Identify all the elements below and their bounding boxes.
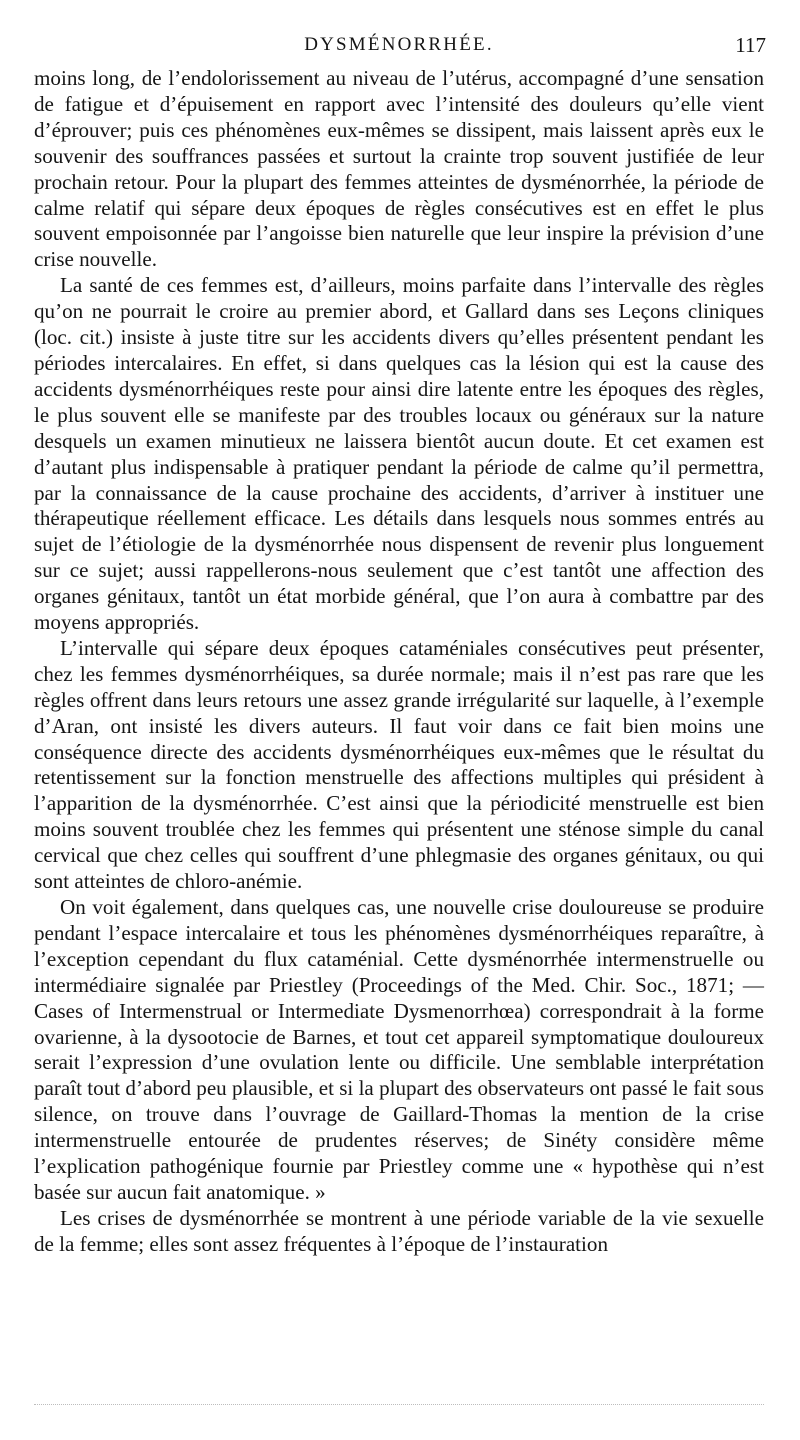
paragraph: On voit également, dans quelques cas, une nouvelle crise douloureuse se produire pendant l’espace intercalaire et tous les phénomènes dysménorrhéiques reparaître, à l’exception cependant du flux cataménial. Cette dysménorrhée intermenstruelle ou intermédiaire signalée par Priestley (Proceedings of the Med. Chir. Soc., 1871; — Cases of Intermenstrual or Intermediate Dysmenorrhœa) correspondrait à la forme ovarienne, à la dysootocie de Barnes, et tout cet appareil symptomatique douloureux serait l’expression d’une ovulation lente ou difficile. Une semblable interprétation paraît tout d’abord peu plausible, et si la plupart des observateurs ont passé le fait sous silence, on trouve dans l’ouvrage de Gaillard-Thomas la mention de la crise intermenstruelle entourée de prudentes réserves; de Sinéty considère même l’explication pathogénique fournie par Priestley comme une « hypothèse qui n’est basée sur aucun fait anatomique. » (34, 895, 764, 1204)
bottom-scan-artifact (34, 1404, 764, 1405)
paragraph: La santé de ces femmes est, d’ailleurs, moins parfaite dans l’intervalle des règles qu’on ne pourrait le croire au premier abord, et Gallard dans ses Leçons cliniques (loc. cit.) insiste à juste titre sur les accidents divers qu’elles présentent pendant les périodes intercalaires. En effet, si dans quelques cas la lésion qui est la cause des accidents dysménorrhéiques reste pour ainsi dire latente entre les époques des règles, le plus souvent elle se manifeste par des troubles locaux ou généraux sur la nature desquels un examen minutieux ne laissera bientôt aucun doute. Et cet examen est d’autant plus indispensable à pratiquer pendant la période de calme qu’il permettra, par la connaissance de la cause prochaine des accidents, d’arriver à instituer une thérapeutique réellement efficace. Les détails dans lesquels nous sommes entrés au sujet de l’étiologie de la dysménorrhée nous dispensent de revenir plus longuement sur ce sujet; aussi rappellerons-nous seulement que c’est tantôt une affection des organes génitaux, tantôt un état morbide général, que l’on aura à combattre par des moyens appropriés. (34, 273, 764, 635)
paragraph: L’intervalle qui sépare deux époques cataméniales consécutives peut présenter, chez les femmes dysménorrhéiques, sa durée normale; mais il n’est pas rare que les règles offrent dans leurs retours une assez grande irrégularité sur laquelle, à l’exemple d’Aran, ont insisté les divers auteurs. Il faut voir dans ce fait bien moins une conséquence directe des accidents dysménorrhéiques eux-mêmes que le résultat du retentissement sur la fonction menstruelle des affections multiples qui président à l’apparition de la dysménorrhée. C’est ainsi que la périodicité menstruelle est bien moins souvent troublée chez les femmes qui présentent une sténose simple du canal cervical que chez celles qui souffrent d’une phlegmasie des organes génitaux, ou qui sont atteintes de chloro-anémie. (34, 635, 764, 894)
chapter-title: DYSMÉNORRHÉE. (304, 34, 494, 55)
running-header (32, 30, 766, 60)
paragraph: Les crises de dysménorrhée se montrent à une période variable de la vie sexuelle de la femme; elles sont assez fréquentes à l’époque de l’instauration (34, 1205, 764, 1256)
paragraph-continued: moins long, de l’endolorissement au niveau de l’utérus, accompagné d’une sensation de fatigue et d’épuisement en rapport avec l’intensité des douleurs qu’elle vient d’éprouver; puis ces phénomènes eux-mêmes se dissipent, mais laissent après eux le souvenir des souffrances passées et surtout la crainte trop souvent justifiée de leur prochain retour. Pour la plupart des femmes atteintes de dysménorrhée, la période de calme relatif qui sépare deux époques de règles consécutives est en effet le plus souvent empoisonnée par l’angoisse bien naturelle que leur inspire la prévision d’une crise nouvelle. (34, 66, 764, 272)
page-number: 117 (735, 33, 766, 57)
body-text (34, 66, 764, 1258)
